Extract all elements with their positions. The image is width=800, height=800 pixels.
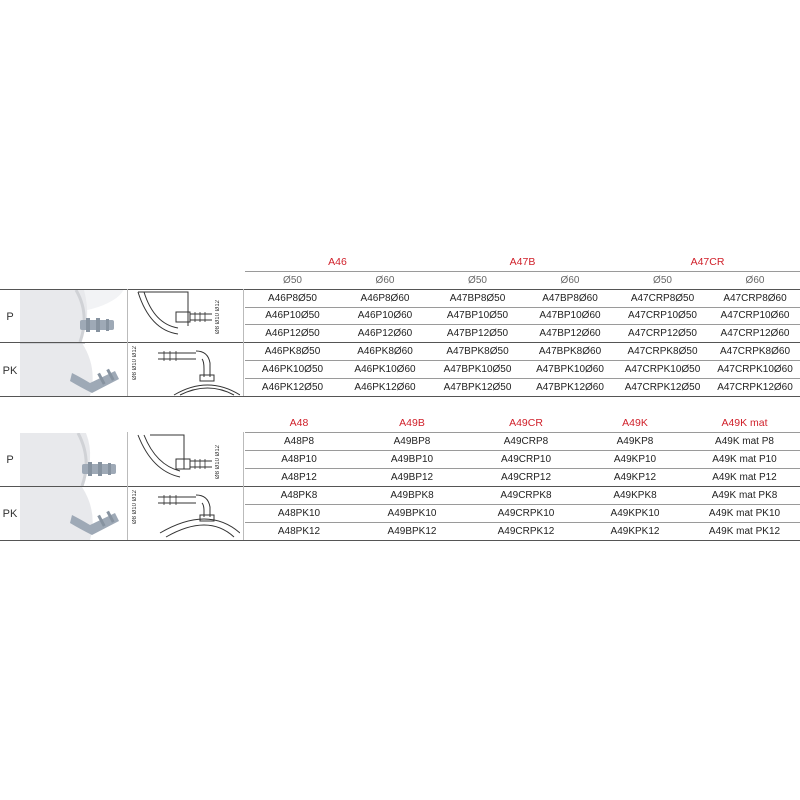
- table-cell: A48PK8: [280, 490, 318, 501]
- group-header: A47B: [509, 256, 536, 268]
- table-cell: A46PK12Ø50: [261, 382, 324, 393]
- header-rule: [245, 271, 800, 272]
- table-cell: A49BPK8: [390, 490, 434, 501]
- column-divider: [243, 432, 244, 540]
- table-cell: A47BP10Ø60: [539, 310, 601, 321]
- table-cell: A47CRPK10Ø60: [717, 364, 793, 375]
- table-cell: A46PK8Ø50: [264, 346, 321, 357]
- row-label-p: P: [6, 311, 14, 323]
- table-cell: A49CRP12: [500, 472, 552, 483]
- table-cell: A47CRPK10Ø50: [624, 364, 701, 375]
- table-cell: A47BP8Ø60: [542, 293, 598, 304]
- table-cell: A48P12: [281, 472, 317, 483]
- table-cell: A47BP12Ø50: [446, 328, 509, 339]
- table-cell: A49K mat PK10: [708, 508, 781, 519]
- diameter-header: Ø50: [468, 275, 487, 286]
- table-cell: A47BPK12Ø50: [443, 382, 512, 393]
- dim-label: Ø8: [132, 372, 138, 381]
- table-cell: A49BPK10: [387, 508, 437, 519]
- row-rule: [245, 504, 800, 505]
- group-header: A49K mat: [721, 417, 768, 429]
- diameter-header: Ø60: [375, 275, 395, 286]
- table-cell: A49BP8: [393, 436, 431, 447]
- diameter-header: Ø50: [653, 275, 672, 286]
- table-cell: A49K mat PK8: [711, 490, 778, 501]
- column-divider: [127, 289, 128, 396]
- dim-label: Ø10: [132, 359, 138, 371]
- table-cell: A47BPK8Ø50: [446, 346, 509, 357]
- table-cell: A47CRP10Ø60: [720, 310, 790, 321]
- table-cell: A47BPK8Ø60: [538, 346, 602, 357]
- table-cell: A47CRPK12Ø50: [624, 382, 701, 393]
- header-rule: [245, 432, 800, 433]
- table-cell: A47BPK12Ø60: [536, 382, 604, 393]
- table-cell: A47CRPK8Ø60: [719, 346, 791, 357]
- table-cell: A46P10Ø60: [357, 310, 413, 321]
- row-label-pk: PK: [2, 365, 18, 377]
- dim-label: Ø8: [132, 516, 138, 525]
- table-cell: A49KPK10: [610, 508, 660, 519]
- group-header: A48: [289, 417, 309, 429]
- group-header: A49CR: [509, 417, 543, 429]
- table-a46-a47: [0, 255, 800, 400]
- dim-label: Ø10: [215, 313, 221, 325]
- section-rule: [0, 540, 800, 541]
- table-cell: A46PK10Ø60: [354, 364, 416, 375]
- diameter-header: Ø60: [745, 275, 765, 286]
- table-cell: A49CRPK8: [500, 490, 552, 501]
- dim-label: Ø10: [132, 503, 138, 515]
- group-header: A46: [328, 256, 347, 268]
- table-cell: A49K mat P10: [712, 454, 777, 465]
- dim-label: Ø12: [132, 346, 138, 358]
- table-cell: A46P8Ø60: [360, 293, 410, 304]
- technical-drawing: [130, 343, 240, 396]
- dim-label: Ø12: [215, 445, 221, 457]
- table-cell: A49CRP10: [500, 454, 552, 465]
- table-a48-a49: [0, 415, 800, 545]
- row-label-p: P: [6, 454, 14, 466]
- row-rule: [245, 307, 800, 308]
- angled-fitting-photo: [20, 487, 127, 540]
- table-cell: A46P12Ø50: [265, 328, 320, 339]
- table-cell: A49BP10: [390, 454, 434, 465]
- row-label-pk: PK: [2, 508, 18, 520]
- technical-drawing: [130, 290, 240, 342]
- table-cell: A49KP12: [613, 472, 657, 483]
- table-cell: A46PK8Ø60: [357, 346, 413, 357]
- table-cell: A47CRP8Ø60: [723, 293, 787, 304]
- table-cell: A47BPK10Ø60: [536, 364, 604, 375]
- section-rule: [0, 396, 800, 397]
- diameter-header: Ø50: [283, 275, 302, 286]
- table-cell: A49KPK8: [613, 490, 657, 501]
- straight-fitting-photo: [20, 290, 127, 342]
- dim-label: Ø12: [215, 300, 221, 312]
- table-cell: A49BP12: [390, 472, 434, 483]
- group-header: A47CR: [690, 256, 725, 268]
- table-cell: A47CRPK12Ø60: [717, 382, 793, 393]
- table-cell: A46PK10Ø50: [261, 364, 324, 375]
- group-header: A49B: [399, 417, 425, 429]
- table-cell: A49K mat P12: [712, 472, 777, 483]
- technical-drawing: [130, 487, 240, 540]
- table-cell: A47BP8Ø50: [449, 293, 506, 304]
- row-rule: [245, 450, 800, 451]
- table-cell: A49KPK12: [610, 526, 660, 537]
- table-cell: A49BPK12: [387, 526, 437, 537]
- table-cell: A47CRPK8Ø50: [627, 346, 698, 357]
- table-cell: A49KP10: [613, 454, 657, 465]
- row-rule: [245, 468, 800, 469]
- technical-drawing: [130, 433, 240, 486]
- row-rule: [245, 522, 800, 523]
- table-cell: A47BPK10Ø50: [443, 364, 512, 375]
- table-cell: A49CRPK12: [497, 526, 555, 537]
- table-cell: A47CRP10Ø50: [628, 310, 697, 321]
- dim-label: Ø8: [215, 471, 221, 480]
- table-cell: A49K mat PK12: [708, 526, 781, 537]
- table-cell: A46P12Ø60: [357, 328, 413, 339]
- table-cell: A47BP12Ø60: [539, 328, 601, 339]
- table-cell: A46P10Ø50: [265, 310, 320, 321]
- table-cell: A49K mat P8: [715, 436, 774, 447]
- table-cell: A48PK12: [277, 526, 321, 537]
- dim-label: Ø12: [132, 490, 138, 502]
- angled-fitting-photo: [20, 343, 127, 396]
- column-divider: [127, 432, 128, 540]
- table-cell: A48P8: [283, 436, 315, 447]
- table-cell: A46PK12Ø60: [354, 382, 416, 393]
- row-rule: [245, 378, 800, 379]
- diameter-header: Ø60: [560, 275, 580, 286]
- table-cell: A47CRP12Ø50: [628, 328, 697, 339]
- group-header: A49K: [622, 417, 648, 429]
- dim-label: Ø10: [215, 458, 221, 470]
- row-rule: [245, 324, 800, 325]
- row-rule: [245, 360, 800, 361]
- table-cell: A47CRP8Ø50: [630, 293, 695, 304]
- straight-fitting-photo: [20, 433, 127, 486]
- table-cell: A49CRP8: [503, 436, 549, 447]
- table-cell: A48P10: [281, 454, 317, 465]
- dim-label: Ø8: [215, 326, 221, 335]
- table-cell: A46P8Ø50: [268, 293, 317, 304]
- table-cell: A47CRP12Ø60: [720, 328, 790, 339]
- table-cell: A49CRPK10: [497, 508, 555, 519]
- table-cell: A47BP10Ø50: [446, 310, 509, 321]
- table-cell: A48PK10: [277, 508, 321, 519]
- column-divider: [243, 289, 244, 396]
- table-cell: A49KP8: [616, 436, 654, 447]
